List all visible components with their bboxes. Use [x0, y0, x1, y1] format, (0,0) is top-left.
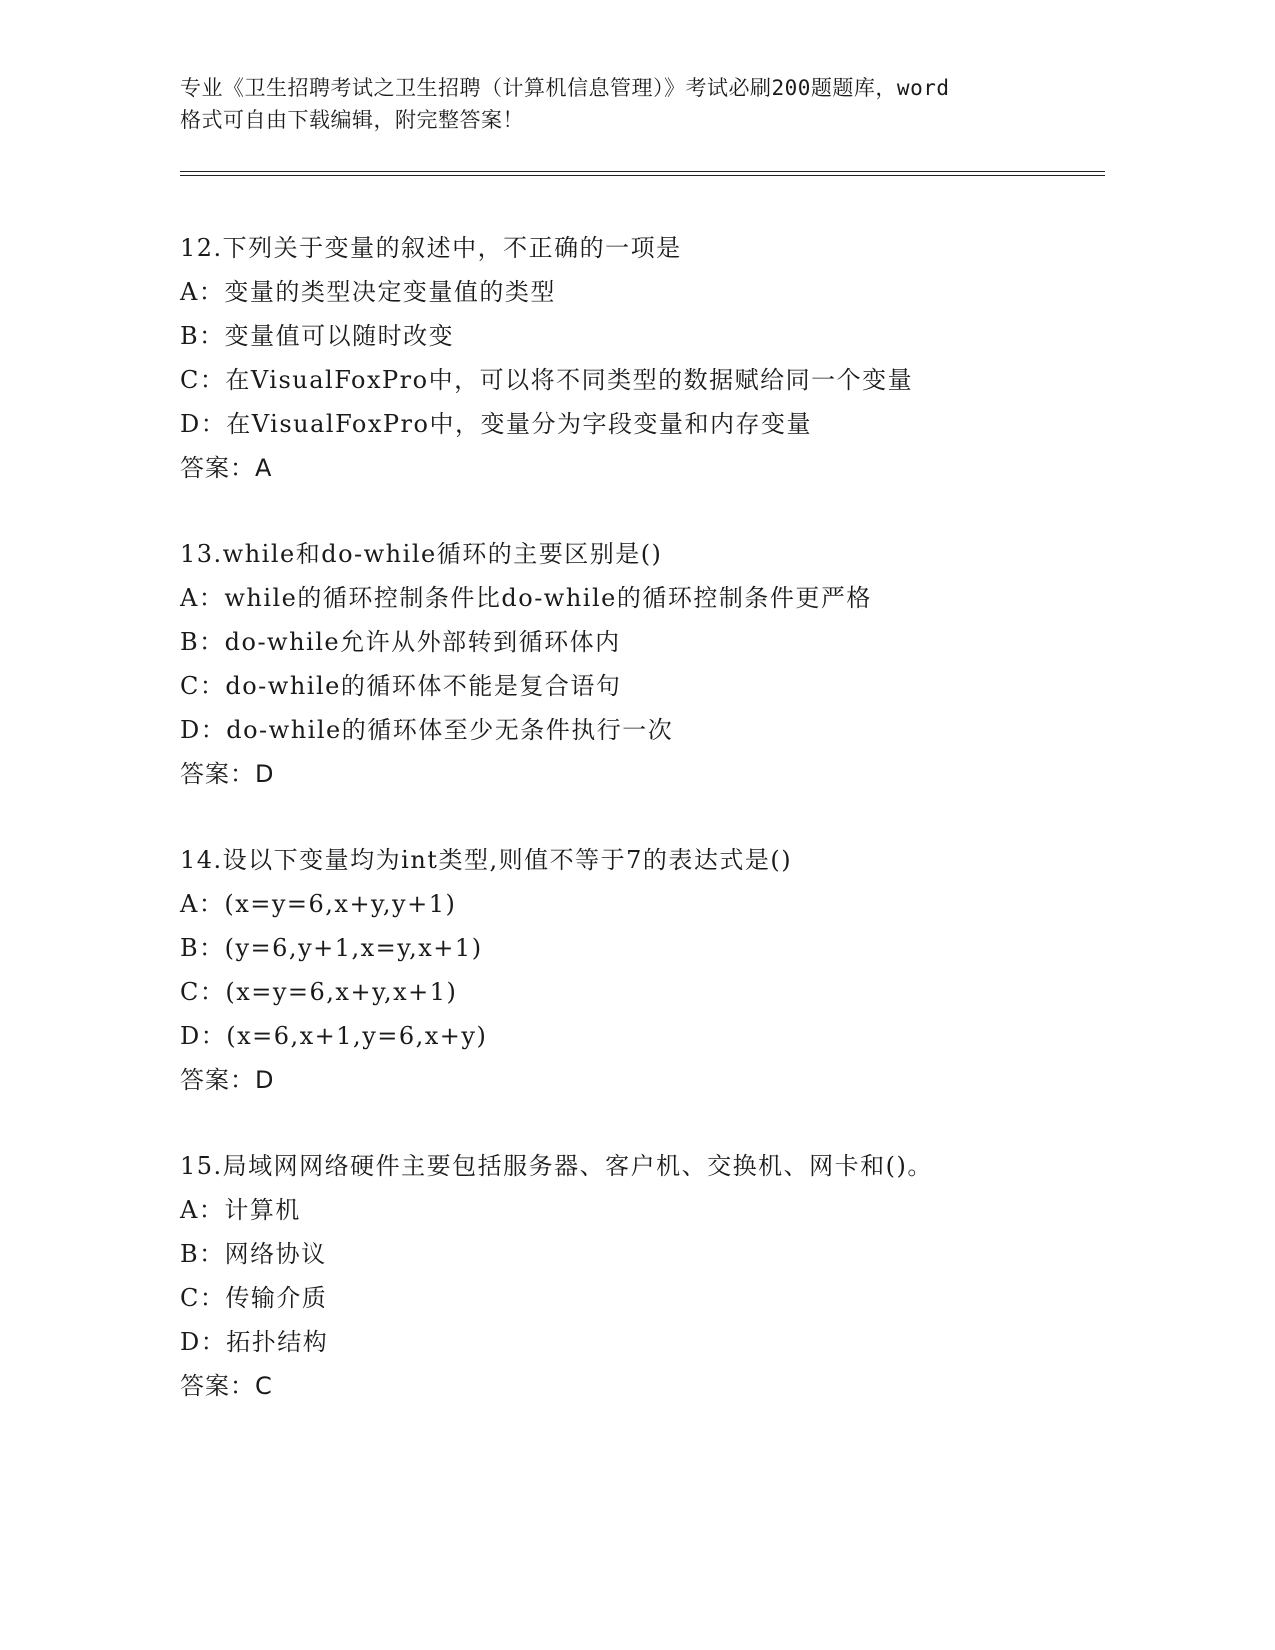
question-stem: 13.while和do-while循环的主要区别是() [180, 540, 663, 568]
option-b: B：(y=6,y+1,x=y,x+1) [180, 934, 483, 962]
question-15 [180, 1144, 1110, 1408]
option-d: D：拓扑结构 [180, 1328, 329, 1356]
option-c: C：在VisualFoxPro中，可以将不同类型的数据赋给同一个变量 [180, 366, 914, 394]
option-c: C：do-while的循环体不能是复合语句 [180, 672, 622, 700]
header-line-2: 格式可自由下载编辑，附完整答案！ [180, 108, 524, 132]
option-a: A：计算机 [180, 1196, 301, 1224]
option-b: B：变量值可以随时改变 [180, 322, 455, 350]
question-12 [180, 226, 1110, 490]
option-a: A：while的循环控制条件比do-while的循环控制条件更严格 [180, 584, 872, 612]
option-c: C：传输介质 [180, 1284, 328, 1312]
answer-line: 答案：C [180, 1372, 273, 1400]
option-b: B：网络协议 [180, 1240, 327, 1268]
option-c: C：(x=y=6,x+y,x+1) [180, 978, 458, 1006]
option-d: D：do-while的循环体至少无条件执行一次 [180, 716, 674, 744]
question-stem: 15.局域网网络硬件主要包括服务器、客户机、交换机、网卡和()。 [180, 1152, 933, 1180]
answer-line: 答案：D [180, 760, 275, 788]
option-b: B：do-while允许从外部转到循环体内 [180, 628, 621, 656]
question-13 [180, 532, 1110, 796]
question-list [180, 226, 1110, 1450]
question-stem: 14.设以下变量均为int类型,则值不等于7的表达式是() [180, 846, 793, 874]
option-d: D：(x=6,x+1,y=6,x+y) [180, 1022, 488, 1050]
option-d: D：在VisualFoxPro中，变量分为字段变量和内存变量 [180, 410, 812, 438]
question-stem: 12.下列关于变量的叙述中，不正确的一项是 [180, 234, 682, 262]
option-a: A：(x=y=6,x+y,y+1) [180, 890, 457, 918]
header-divider-top [180, 171, 1105, 172]
header-divider-bottom [180, 175, 1105, 176]
option-a: A：变量的类型决定变量值的类型 [180, 278, 556, 306]
document-header [180, 72, 1060, 136]
answer-line: 答案：D [180, 1066, 275, 1094]
header-line-1: 专业《卫生招聘考试之卫生招聘（计算机信息管理）》考试必刷200题题库，word [180, 76, 950, 100]
question-14 [180, 838, 1110, 1102]
answer-line: 答案：A [180, 454, 273, 482]
